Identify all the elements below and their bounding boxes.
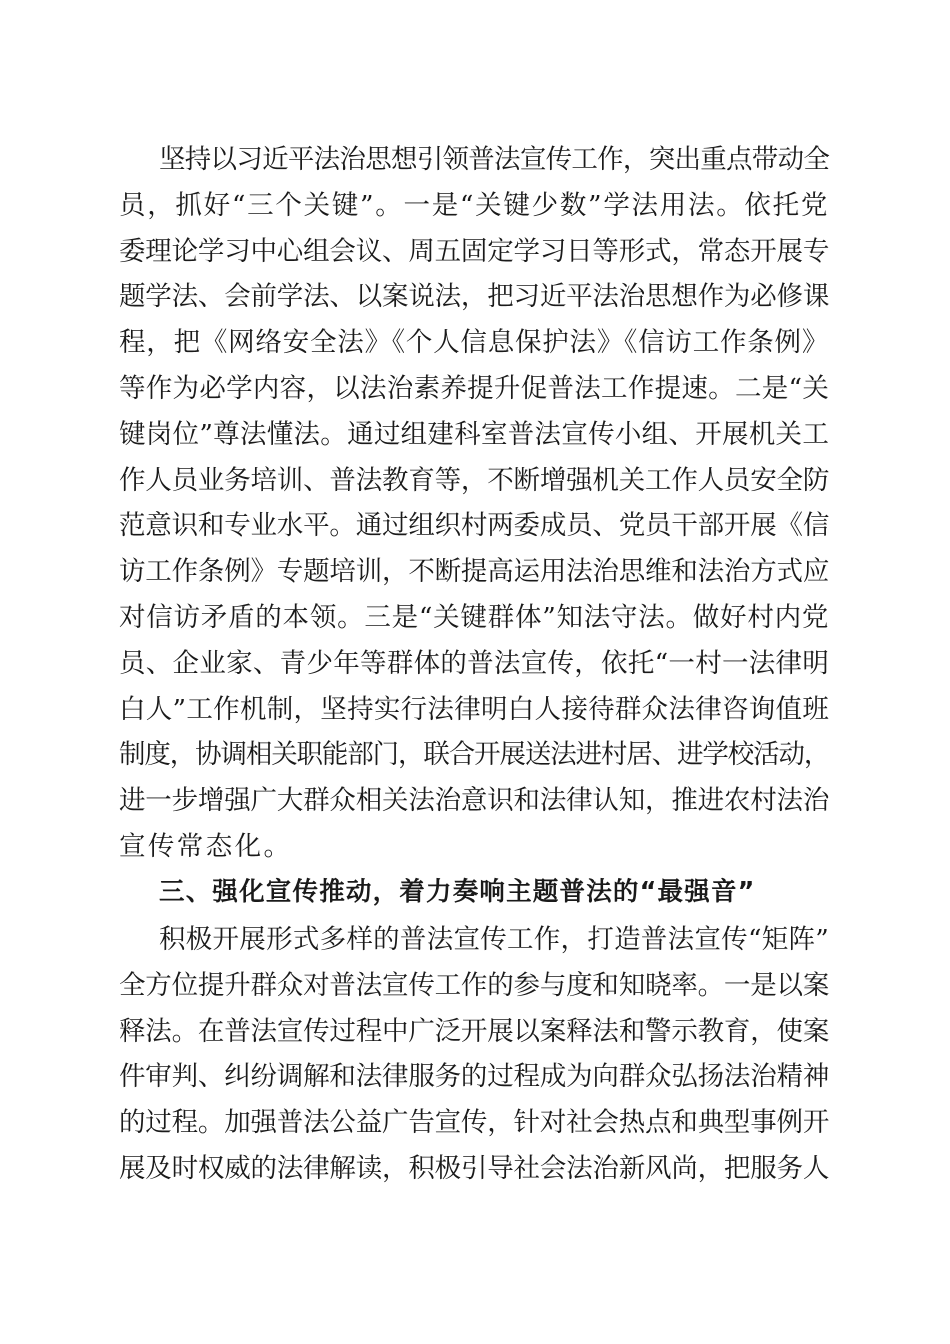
paragraph-line: 对信访矛盾的本领。三是“关键群体”知法守法。做好村内党	[119, 601, 829, 633]
paragraph-line: 宣传常态化。	[119, 830, 293, 862]
paragraph-line: 展及时权威的法律解读，积极引导社会法治新风尚，把服务人	[119, 1152, 829, 1184]
paragraph-line: 范意识和专业水平。通过组织村两委成员、党员干部开展《信	[119, 510, 829, 542]
paragraph-line: 键岗位”尊法懂法。通过组建科室普法宣传小组、开展机关工	[119, 418, 829, 450]
paragraph-line: 题学法、会前学法、以案说法，把习近平法治思想作为必修课	[119, 281, 829, 313]
paragraph-line: 程，把《网络安全法》《个人信息保护法》《信访工作条例》	[119, 327, 829, 359]
paragraph-line: 释法。在普法宣传过程中广泛开展以案释法和警示教育，使案	[119, 1015, 829, 1047]
paragraph-line: 委理论学习中心组会议、周五固定学习日等形式，常态开展专	[119, 235, 829, 267]
paragraph-line: 的过程。加强普法公益广告宣传，针对社会热点和典型事例开	[119, 1107, 829, 1139]
paragraph-line: 件审判、纠纷调解和法律服务的过程成为向群众弘扬法治精神	[119, 1061, 829, 1093]
paragraph-1	[119, 137, 829, 870]
paragraph-line: 白人”工作机制，坚持实行法律明白人接待群众法律咨询值班	[119, 693, 829, 725]
paragraph-line: 作人员业务培训、普法教育等，不断增强机关工作人员安全防	[119, 464, 829, 496]
paragraph-line: 坚持以习近平法治思想引领普法宣传工作，突出重点带动全	[159, 144, 829, 175]
paragraph-line: 进一步增强广大群众相关法治意识和法律认知，推进农村法治	[119, 785, 829, 817]
paragraph-line: 全方位提升群众对普法宣传工作的参与度和知晓率。一是以案	[119, 969, 829, 1001]
paragraph-2	[119, 917, 829, 1192]
paragraph-line: 制度，协调相关职能部门，联合开展送法进村居、进学校活动，	[119, 739, 829, 771]
paragraph-line: 等作为必学内容，以法治素养提升促普法工作提速。二是“关	[119, 372, 829, 404]
section-heading-text: 三、强化宣传推动，着力奏响主题普法的“最强音”	[159, 877, 756, 907]
section-heading-3	[119, 870, 829, 916]
paragraph-line: 员、企业家、青少年等群体的普法宣传，依托“一村一法律明	[119, 647, 829, 679]
paragraph-line: 员，抓好“三个关键”。一是“关键少数”学法用法。依托党	[119, 189, 829, 221]
paragraph-line: 访工作条例》专题培训，不断提高运用法治思维和法治方式应	[119, 556, 829, 588]
paragraph-line: 积极开展形式多样的普法宣传工作，打造普法宣传“矩阵”	[159, 924, 829, 955]
